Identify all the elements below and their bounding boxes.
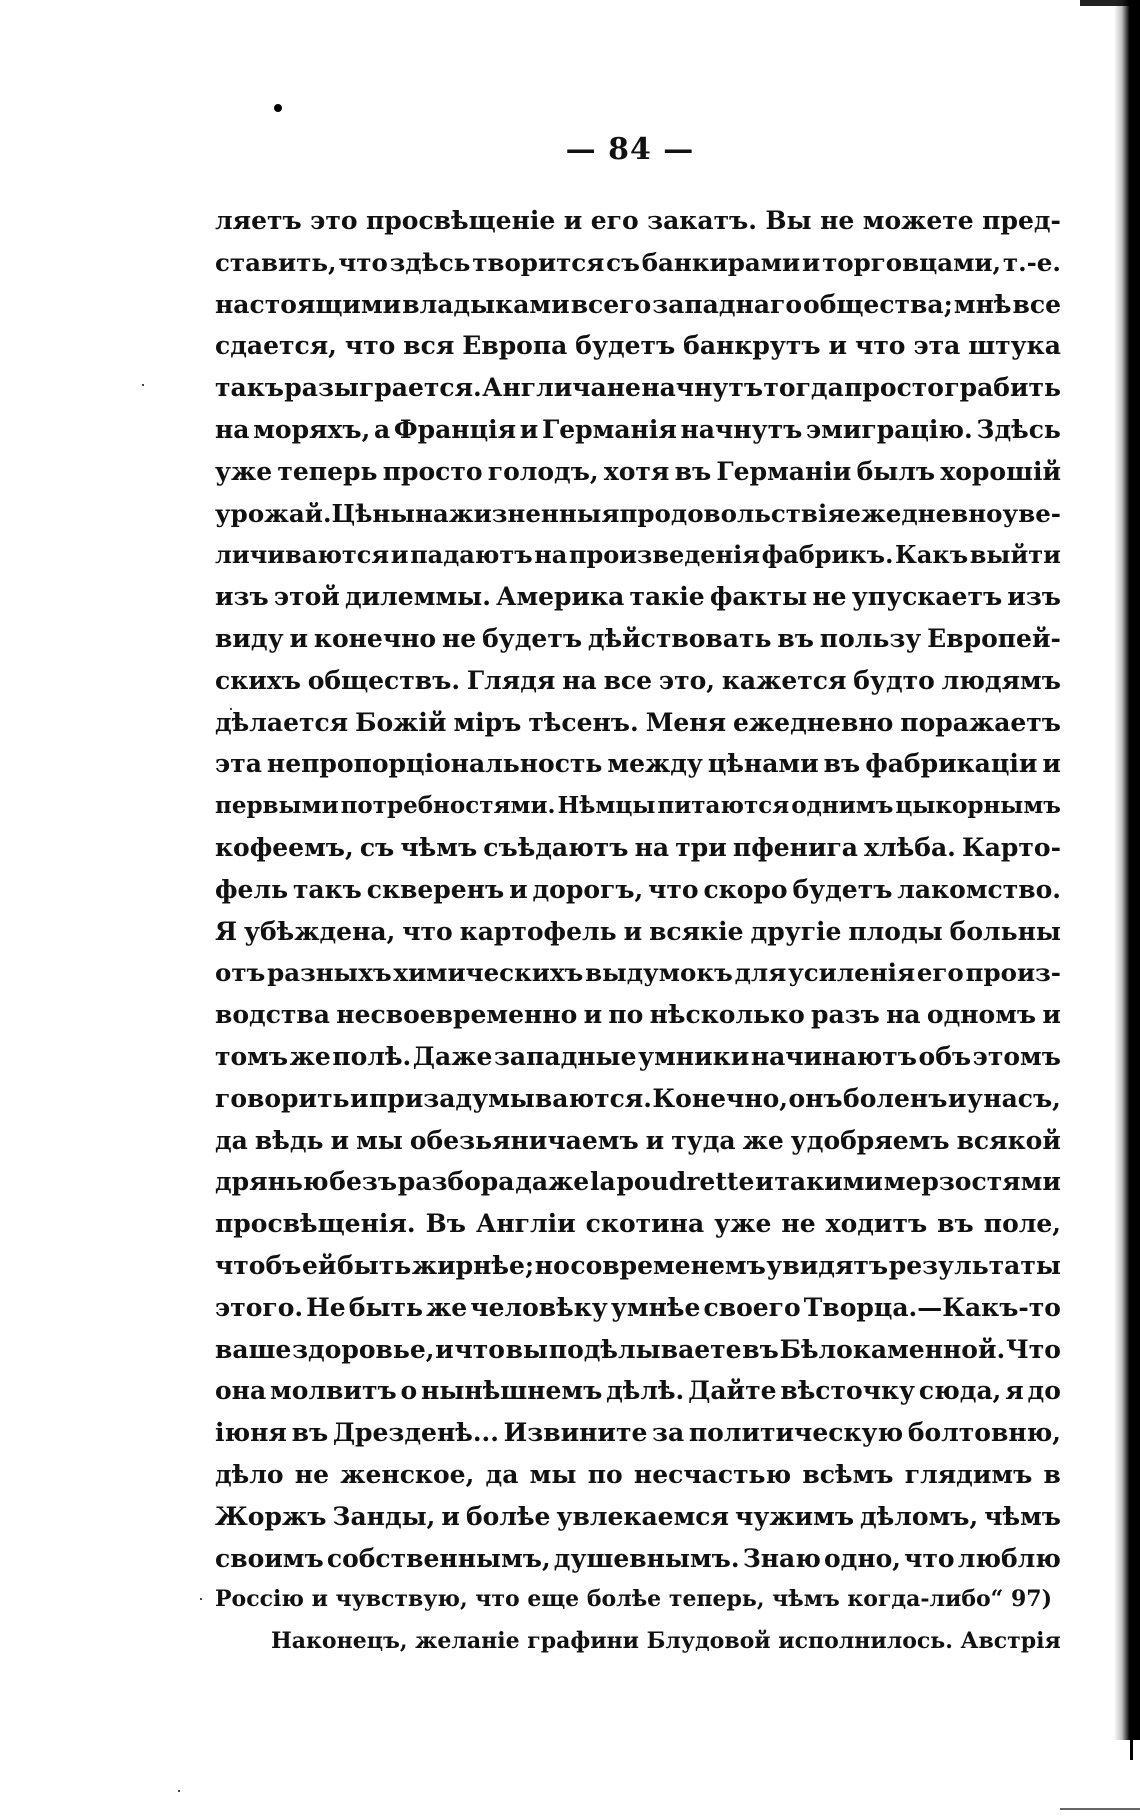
paragraph-start-line: Наконецъ, желаніе графини Блудовой исполнилось. Австрія [271, 1628, 1061, 1655]
text-line: она молвитъ о нынѣшнемъ дѣлѣ. Дайте вѣсточку сюда, я до [215, 1376, 1061, 1406]
text-line: эта непропорціональность между цѣнами въ фабрикаціи и [215, 749, 1061, 779]
text-line: ваше здоровье, и что вы подѣлываете въ Бѣлокаменной. Что [215, 1334, 1061, 1364]
page-number: — 84 — [565, 132, 695, 167]
text-line: ставить, что здѣсь творится съ банкирами и торговцами, т.-е. [215, 247, 1061, 277]
text-line: просвѣщенія. Въ Англіи скотина уже не ходитъ въ поле, [215, 1209, 1061, 1239]
text-line: дрянью безъ разбора даже la poudrette и такими мерзостями [215, 1167, 1061, 1197]
text-line: виду и конечно не будетъ дѣйствовать въ пользу Европей- [215, 623, 1061, 653]
body-text [215, 200, 1061, 1663]
text-line: Жоржъ Занды, и болѣе увлекаемся чужимъ дѣломъ, чѣмъ [215, 1501, 1061, 1531]
text-line: личиваются и падаютъ на произведенія фабрикъ. Какъ выйти [215, 540, 1061, 570]
text-line: изъ этой дилеммы. Америка такіе факты не упускаетъ изъ [215, 582, 1061, 612]
text-line: водства несвоевременно и по нѣсколько разъ на одномъ и [215, 1000, 1061, 1030]
text-line: уже теперь просто голодъ, хотя въ Германiи былъ хорошій [215, 456, 1061, 486]
text-line: Россію и чувствую, что еще болѣе теперь, чѣмъ когда-либо“ 97) [215, 1586, 1052, 1613]
text-line: на моряхъ, а Францiя и Германiя начнутъ эмиграцiю. Здѣсь [215, 414, 1061, 444]
ink-dot [274, 104, 282, 112]
text-line: этого. Не быть же человѣку умнѣе своего Творца.—Какъ-то [215, 1292, 1061, 1322]
scan-speck [200, 1598, 202, 1600]
text-line: настоящими владыками всего западнаго общества; мнѣ все [215, 289, 1061, 319]
text-line: своимъ собственнымъ, душевнымъ. Знаю одно, что люблю [215, 1543, 1061, 1573]
scan-speck [142, 384, 144, 386]
text-line: дѣло не женское, да мы по несчастью всѣмъ глядимъ в [215, 1459, 1061, 1489]
scan-speck [178, 1790, 180, 1792]
page-edge-shadow [1114, 0, 1140, 1740]
text-line: ляетъ это просвѣщеніе и его закатъ. Вы не можете пред- [215, 206, 1061, 235]
text-line: скихъ обществъ. Глядя на все это, кажется будто людямъ [215, 665, 1061, 695]
scan-bottom-line [1060, 1808, 1140, 1810]
text-line: да вѣдь и мы обезьяничаемъ и туда же удобряемъ всякой [215, 1125, 1061, 1155]
text-line: дѣлается Божій міръ тѣсенъ. Меня ежедневно поражаетъ [215, 707, 1061, 737]
text-line: такъ разыграется. Англичане начнутъ тогда просто грабить [215, 373, 1061, 403]
text-line: говорить и призадумываются. Конечно, онъ боленъ и у насъ, [215, 1083, 1061, 1113]
page-edge-line [1130, 60, 1133, 1760]
text-line: отъ разныхъ химическихъ выдумокъ для усиленія его произ- [215, 958, 1061, 988]
text-line: урожай. Цѣны на жизненныя продовольствія ежедневно уве- [215, 498, 1061, 528]
text-line: томъ же полѣ. Даже западные умники начинаютъ объ этомъ [215, 1041, 1061, 1071]
text-line: кофеемъ, съ чѣмъ съѣдаютъ на три пфенига хлѣба. Карто- [215, 832, 1061, 862]
text-line: сдается, что вся Европа будетъ банкрутъ и что эта штука [215, 331, 1061, 361]
text-line: Я убѣждена, что картофель и всякіе другіе плоды больны [215, 916, 1061, 946]
text-line: первыми потребностями. Нѣмцы питаются однимъ цыкорнымъ [215, 792, 1061, 820]
text-line: чтобъ ей быть жирнѣе; но современемъ увидятъ результаты [215, 1250, 1061, 1280]
text-line: фель такъ скверенъ и дорогъ, что скоро будетъ лакомство. [215, 874, 1061, 904]
text-line: іюня въ Дрезденѣ... Извините за политическую болтовню, [215, 1418, 1061, 1448]
